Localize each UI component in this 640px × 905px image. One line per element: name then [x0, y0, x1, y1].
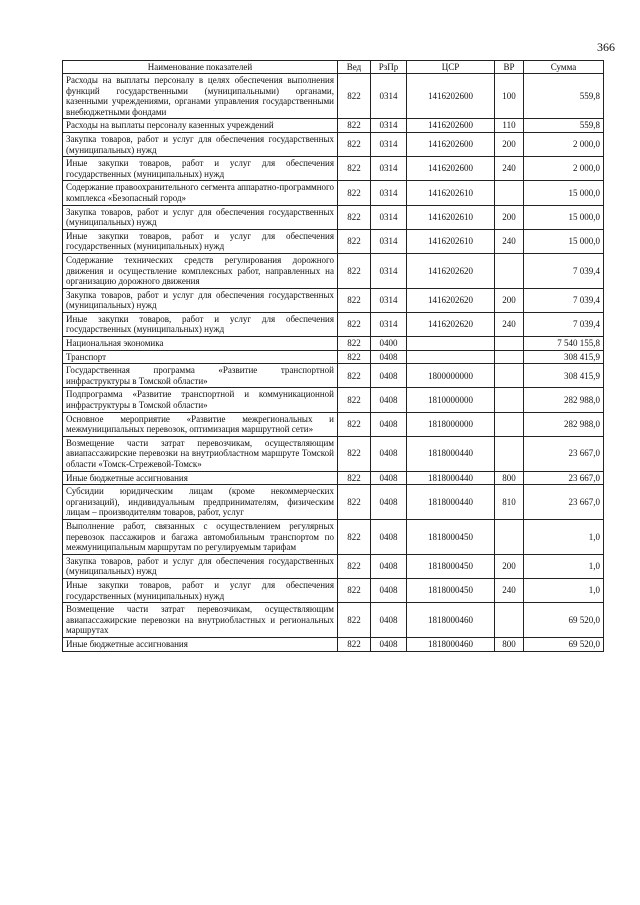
table-header-row — [63, 61, 604, 74]
row-csr: 1818000000 — [407, 412, 495, 436]
table-row — [63, 337, 604, 351]
row-rzpr: 0314 — [371, 181, 407, 205]
row-vr: 200 — [495, 132, 524, 156]
row-vr — [495, 436, 524, 471]
row-vr — [495, 603, 524, 638]
row-sum: 69 520,0 — [524, 637, 604, 651]
table-row — [63, 253, 604, 288]
row-sum: 69 520,0 — [524, 603, 604, 638]
row-name: Государственная программа «Развитие транспортной инфраструктуры в Томской области» — [63, 364, 338, 388]
row-sum: 1,0 — [524, 554, 604, 578]
row-vr: 240 — [495, 157, 524, 181]
table-row — [63, 205, 604, 229]
row-ved: 822 — [338, 253, 371, 288]
row-vr: 800 — [495, 637, 524, 651]
row-vr: 240 — [495, 229, 524, 253]
row-rzpr: 0408 — [371, 388, 407, 412]
row-sum: 7 039,4 — [524, 312, 604, 336]
row-vr: 200 — [495, 288, 524, 312]
row-vr — [495, 412, 524, 436]
table-row — [63, 350, 604, 364]
table-row — [63, 554, 604, 578]
row-sum: 7 039,4 — [524, 288, 604, 312]
row-sum: 2 000,0 — [524, 157, 604, 181]
row-ved: 822 — [338, 388, 371, 412]
header-sum: Сумма — [524, 61, 604, 74]
row-name: Закупка товаров, работ и услуг для обеспечения государственных (муниципальных) нужд — [63, 554, 338, 578]
table-row — [63, 603, 604, 638]
row-ved: 822 — [338, 312, 371, 336]
table-row — [63, 578, 604, 602]
row-ved: 822 — [338, 119, 371, 133]
row-csr: 1416202620 — [407, 253, 495, 288]
row-rzpr: 0314 — [371, 205, 407, 229]
table-row — [63, 229, 604, 253]
row-vr — [495, 253, 524, 288]
row-sum: 23 667,0 — [524, 436, 604, 471]
row-csr: 1818000450 — [407, 554, 495, 578]
header-ved: Вед — [338, 61, 371, 74]
header-vr: ВР — [495, 61, 524, 74]
row-ved: 822 — [338, 288, 371, 312]
row-vr: 200 — [495, 205, 524, 229]
row-sum: 15 000,0 — [524, 205, 604, 229]
row-ved: 822 — [338, 436, 371, 471]
row-vr — [495, 350, 524, 364]
table-row — [63, 412, 604, 436]
row-csr: 1416202620 — [407, 288, 495, 312]
row-rzpr: 0314 — [371, 74, 407, 119]
row-csr: 1818000440 — [407, 471, 495, 485]
table-row — [63, 388, 604, 412]
row-csr: 1416202610 — [407, 205, 495, 229]
row-rzpr: 0408 — [371, 471, 407, 485]
row-name: Закупка товаров, работ и услуг для обеспечения государственных (муниципальных) нужд — [63, 205, 338, 229]
row-name: Национальная экономика — [63, 337, 338, 351]
row-rzpr: 0408 — [371, 519, 407, 554]
row-csr — [407, 337, 495, 351]
row-sum: 308 415,9 — [524, 350, 604, 364]
row-rzpr: 0314 — [371, 157, 407, 181]
row-rzpr: 0314 — [371, 229, 407, 253]
row-ved: 822 — [338, 205, 371, 229]
row-rzpr: 0408 — [371, 485, 407, 520]
row-sum: 282 988,0 — [524, 412, 604, 436]
row-sum: 1,0 — [524, 519, 604, 554]
row-ved: 822 — [338, 471, 371, 485]
header-name: Наименование показателей — [63, 61, 338, 74]
row-ved: 822 — [338, 157, 371, 181]
table-row — [63, 181, 604, 205]
row-vr: 800 — [495, 471, 524, 485]
row-csr — [407, 350, 495, 364]
row-ved: 822 — [338, 364, 371, 388]
row-rzpr: 0314 — [371, 288, 407, 312]
row-name: Иные закупки товаров, работ и услуг для обеспечения государственных (муниципальных) нужд — [63, 578, 338, 602]
table-row — [63, 119, 604, 133]
row-name: Выполнение работ, связанных с осуществлением регулярных перевозок пассажиров и багажа автомобильным транспортом по межмуниципальным маршрутам по регулируемым тарифам — [63, 519, 338, 554]
row-csr: 1416202600 — [407, 119, 495, 133]
row-sum: 1,0 — [524, 578, 604, 602]
table-row — [63, 288, 604, 312]
header-rzpr: РзПр — [371, 61, 407, 74]
row-name: Расходы на выплаты персоналу в целях обеспечения выполнения функций государственными (муниципальными) органами, казенными учреждениями, органами управления государственными внебюджетными фондами — [63, 74, 338, 119]
table-row — [63, 471, 604, 485]
row-vr: 110 — [495, 119, 524, 133]
row-vr: 810 — [495, 485, 524, 520]
row-name: Возмещение части затрат перевозчикам, осуществляющим авиапассажирские перевозки на внутриобластном маршруте Томской области «Томск-Стрежевой-Томск» — [63, 436, 338, 471]
row-name: Иные бюджетные ассигнования — [63, 637, 338, 651]
row-rzpr: 0408 — [371, 603, 407, 638]
row-vr — [495, 388, 524, 412]
row-sum: 23 667,0 — [524, 471, 604, 485]
table-row — [63, 637, 604, 651]
row-ved: 822 — [338, 554, 371, 578]
row-csr: 1416202600 — [407, 74, 495, 119]
row-rzpr: 0408 — [371, 637, 407, 651]
row-rzpr: 0408 — [371, 364, 407, 388]
row-sum: 282 988,0 — [524, 388, 604, 412]
row-csr: 1810000000 — [407, 388, 495, 412]
row-sum: 308 415,9 — [524, 364, 604, 388]
table-row — [63, 519, 604, 554]
row-vr — [495, 364, 524, 388]
row-ved: 822 — [338, 350, 371, 364]
row-vr: 240 — [495, 578, 524, 602]
row-sum: 15 000,0 — [524, 181, 604, 205]
header-csr: ЦСР — [407, 61, 495, 74]
row-vr: 200 — [495, 554, 524, 578]
row-name: Иные закупки товаров, работ и услуг для обеспечения государственных (муниципальных) нужд — [63, 312, 338, 336]
row-csr: 1818000450 — [407, 519, 495, 554]
table-row — [63, 132, 604, 156]
row-sum: 559,8 — [524, 74, 604, 119]
row-rzpr: 0408 — [371, 412, 407, 436]
row-ved: 822 — [338, 637, 371, 651]
row-csr: 1818000460 — [407, 603, 495, 638]
row-vr — [495, 337, 524, 351]
table-row — [63, 485, 604, 520]
page-number: 366 — [597, 40, 615, 54]
row-rzpr: 0314 — [371, 312, 407, 336]
row-rzpr: 0408 — [371, 436, 407, 471]
row-name: Иные закупки товаров, работ и услуг для обеспечения государственных (муниципальных) нужд — [63, 229, 338, 253]
row-rzpr: 0314 — [371, 132, 407, 156]
row-name: Расходы на выплаты персоналу казенных учреждений — [63, 119, 338, 133]
row-name: Содержание технических средств регулирования дорожного движения и осуществление комплексных работ, направленных на организацию дорожного движения — [63, 253, 338, 288]
row-ved: 822 — [338, 578, 371, 602]
row-sum: 7 540 155,8 — [524, 337, 604, 351]
row-csr: 1818000440 — [407, 436, 495, 471]
row-csr: 1416202600 — [407, 157, 495, 181]
row-ved: 822 — [338, 519, 371, 554]
row-ved: 822 — [338, 181, 371, 205]
table-row — [63, 74, 604, 119]
row-vr: 100 — [495, 74, 524, 119]
row-ved: 822 — [338, 229, 371, 253]
row-csr: 1416202610 — [407, 229, 495, 253]
row-csr: 1818000460 — [407, 637, 495, 651]
row-ved: 822 — [338, 337, 371, 351]
row-name: Подпрограмма «Развитие транспортной и коммуникационной инфраструктуры в Томской области» — [63, 388, 338, 412]
table-row — [63, 157, 604, 181]
row-sum: 7 039,4 — [524, 253, 604, 288]
row-csr: 1800000000 — [407, 364, 495, 388]
row-csr: 1416202600 — [407, 132, 495, 156]
row-ved: 822 — [338, 74, 371, 119]
row-name: Субсидии юридическим лицам (кроме некоммерческих организаций), индивидуальным предпринимателям, физическим лицам – производителям товаров, работ, услуг — [63, 485, 338, 520]
row-name: Возмещение части затрат перевозчикам, осуществляющим авиапассажирские перевозки на внутриобластных и региональных маршрутах — [63, 603, 338, 638]
table-row — [63, 436, 604, 471]
row-name: Транспорт — [63, 350, 338, 364]
row-ved: 822 — [338, 603, 371, 638]
row-csr: 1818000440 — [407, 485, 495, 520]
row-rzpr: 0314 — [371, 253, 407, 288]
row-name: Содержание правоохранительного сегмента аппаратно-программного комплекса «Безопасный город» — [63, 181, 338, 205]
row-rzpr: 0400 — [371, 337, 407, 351]
row-ved: 822 — [338, 485, 371, 520]
row-csr: 1818000450 — [407, 578, 495, 602]
row-csr: 1416202610 — [407, 181, 495, 205]
row-sum: 23 667,0 — [524, 485, 604, 520]
row-name: Закупка товаров, работ и услуг для обеспечения государственных (муниципальных) нужд — [63, 288, 338, 312]
table-row — [63, 312, 604, 336]
row-csr: 1416202620 — [407, 312, 495, 336]
row-rzpr: 0408 — [371, 554, 407, 578]
row-vr — [495, 181, 524, 205]
row-sum: 2 000,0 — [524, 132, 604, 156]
budget-table — [62, 60, 604, 652]
row-sum: 559,8 — [524, 119, 604, 133]
row-ved: 822 — [338, 132, 371, 156]
row-name: Основное мероприятие «Развитие межрегиональных и межмуниципальных перевозок, оптимизация маршрутной сети» — [63, 412, 338, 436]
row-vr: 240 — [495, 312, 524, 336]
row-ved: 822 — [338, 412, 371, 436]
row-name: Закупка товаров, работ и услуг для обеспечения государственных (муниципальных) нужд — [63, 132, 338, 156]
row-rzpr: 0408 — [371, 350, 407, 364]
row-name: Иные бюджетные ассигнования — [63, 471, 338, 485]
table-row — [63, 364, 604, 388]
row-rzpr: 0408 — [371, 578, 407, 602]
row-sum: 15 000,0 — [524, 229, 604, 253]
row-vr — [495, 519, 524, 554]
row-name: Иные закупки товаров, работ и услуг для обеспечения государственных (муниципальных) нужд — [63, 157, 338, 181]
row-rzpr: 0314 — [371, 119, 407, 133]
